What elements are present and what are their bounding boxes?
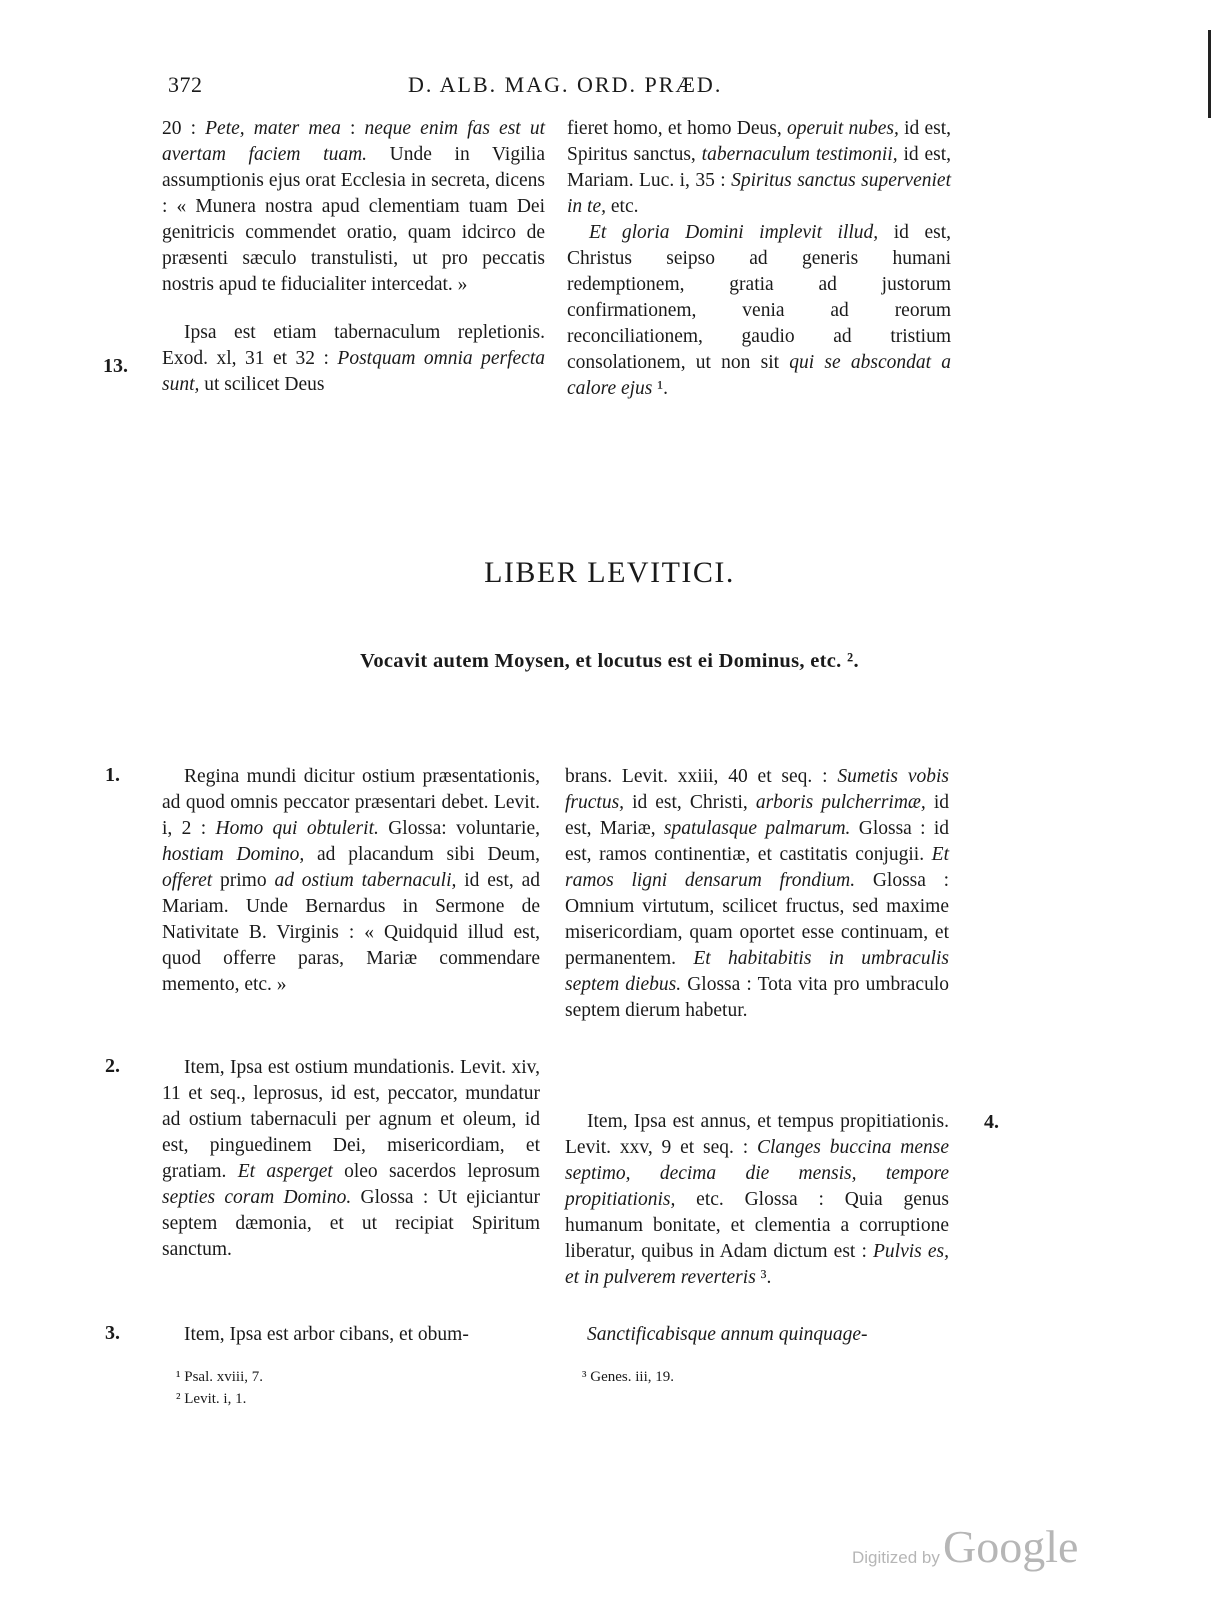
paragraph: Item, Ipsa est ostium mundationis. Levit. xiv, 11 et seq., leprosus, id est, peccator, mundatur ad ostium tabernaculi per agnum et oleum, id est, pinguedinem Dei, misericordiam, et gratiam. Et asperget oleo sacerdos leprosum septies coram Domino. Glossa : Ut ejiciantur septem dæmonia, et ut recipiat Spiritum sanctum. bbox=[162, 1057, 540, 1260]
footnote: ¹ Psal. xviii, 7. bbox=[176, 1369, 264, 1385]
page-header bbox=[168, 72, 968, 108]
paragraph: Ipsa est etiam tabernaculum repletionis. Exod. xl, 31 et 32 : Postquam omnia perfecta sunt, ut scilicet Deus bbox=[162, 322, 545, 395]
italic-run: Pete, mater mea bbox=[205, 118, 341, 139]
italic-run: offeret bbox=[162, 870, 213, 891]
top-left-column bbox=[162, 116, 545, 398]
paragraph: Item, Ipsa est annus, et tempus propitiationis. Levit. xxv, 9 et seq. : Clanges buccina mense septimo, decima die mensis, tempore propitiationis, etc. Glossa : Quia genus humanum bonitate, et clementia a corruptione liberatur, quibus in Adam dictum est : Pulvis es, et in pulverem reverteris ³. bbox=[565, 1111, 949, 1288]
italic-run: ad ostium tabernaculi, bbox=[274, 870, 457, 891]
italic-run: Postquam omnia perfecta sunt, bbox=[162, 348, 545, 395]
footnotes-right bbox=[582, 1366, 942, 1388]
google-logo: Google bbox=[943, 1521, 1079, 1572]
watermark-small: Digitized by bbox=[852, 1548, 940, 1567]
italic-run: Sumetis vobis fructus, bbox=[565, 766, 949, 813]
paragraph: 20 : Pete, mater mea : neque enim fas est ut avertam faciem tuam. Unde in Vigilia assumptionis ejus orat Ecclesia in secreta, dicens : « Munera nostra apud clementiam tuam Dei genitricis commendet oratio, quam idcirco de præsenti sæculo transtulisti, ut pro peccatis nostris apud te fiducialiter intercedat. » bbox=[162, 118, 545, 295]
running-title: D. ALB. MAG. ORD. PRÆD. bbox=[408, 72, 723, 97]
footnote: ² Levit. i, 1. bbox=[176, 1391, 247, 1407]
section-number: 2. bbox=[105, 1055, 120, 1077]
italic-run: qui se abscondat a calore ejus bbox=[567, 352, 951, 399]
page-edge-mark bbox=[1208, 30, 1211, 118]
italic-run: Sanctificabisque annum quinquage- bbox=[587, 1324, 868, 1345]
paragraph bbox=[565, 1322, 949, 1348]
italic-run: hostiam Domino, bbox=[162, 844, 305, 865]
italic-run: neque enim fas est ut avertam faciem tuam. bbox=[162, 118, 545, 165]
paragraph: Et gloria Domini implevit illud, id est, Christus seipso ad generis humani redemptionem, gratia ad justorum confirmationem, venia ad reorum reconciliationem, gaudio ad tristium consolationem, ut non sit qui se abscondat a calore ejus ¹. bbox=[567, 222, 951, 399]
italic-run: tabernaculum testimonii, bbox=[701, 144, 898, 165]
section-number: 1. bbox=[105, 764, 120, 786]
italic-run: arboris pulcherrimæ, bbox=[755, 792, 926, 813]
italic-run: Et gloria Domini implevit illud, bbox=[589, 222, 879, 243]
italic-run: spatulasque palmarum. bbox=[663, 818, 851, 839]
italic-run: Et ramos ligni densarum frondium. bbox=[565, 844, 949, 891]
digitized-by-google-watermark bbox=[848, 1521, 1088, 1576]
italic-run: Et habitabitis in umbraculis septem diebus. bbox=[565, 948, 949, 995]
italic-run: Pulvis es, et in pulverem reverteris bbox=[565, 1241, 949, 1288]
top-right-column bbox=[567, 116, 951, 402]
italic-run: Et asperget bbox=[237, 1161, 333, 1182]
italic-run: Clanges buccina mense septimo, decima die mensis, tempore propitiationis, bbox=[565, 1137, 949, 1210]
bottom-left-column bbox=[162, 764, 540, 1345]
italic-run: Spiritus sanctus superveniet in te, bbox=[567, 170, 951, 217]
section-number: 3. bbox=[105, 1322, 120, 1344]
book-title: LIBER LEVITICI. bbox=[484, 556, 735, 589]
section-number: 13. bbox=[103, 355, 128, 377]
footnote: ³ Genes. iii, 19. bbox=[582, 1369, 674, 1385]
book-subtitle: Vocavit autem Moysen, et locutus est ei Dominus, etc. ². bbox=[360, 650, 859, 672]
paragraph: Item, Ipsa est arbor cibans, et obum- bbox=[184, 1324, 469, 1345]
italic-run: operuit nubes, bbox=[786, 118, 899, 139]
italic-run: Homo qui obtulerit. bbox=[215, 818, 379, 839]
paragraph: fieret homo, et homo Deus, operuit nubes, id est, Spiritus sanctus, tabernaculum testimonii, id est, Mariam. Luc. i, 35 : Spiritus sanctus superveniet in te, etc. bbox=[567, 118, 951, 217]
bottom-right-column bbox=[565, 764, 950, 1345]
paragraph: Regina mundi dicitur ostium præsentationis, ad quod omnis peccator præsentari debet. Levit. i, 2 : Homo qui obtulerit. Glossa: voluntarie, hostiam Domino, ad placandum sibi Deum, offeret primo ad ostium tabernaculi, id est, ad Mariam. Unde Bernardus in Sermone de Nativitate B. Virginis : « Quidquid illud est, quod offerre paras, Mariæ commendare memento, etc. » bbox=[162, 766, 540, 995]
section-number: 4. bbox=[984, 1111, 999, 1133]
paragraph: brans. Levit. xxiii, 40 et seq. : Sumetis vobis fructus, id est, Christi, arboris pulcherrimæ, id est, Mariæ, spatulasque palmarum. Glossa : id est, ramos continentiæ, et castitatis conjugii. Et ramos ligni densarum frondium. Glossa : Omnium virtutum, scilicet fructus, sed maxime misericordiam, quam oportet esse continuam, et permanentem. Et habitabitis in umbraculis septem diebus. Glossa : Tota vita pro umbraculo septem dierum habetur. bbox=[565, 766, 950, 1021]
italic-run: septies coram Domino. bbox=[162, 1187, 352, 1208]
footnotes-left bbox=[176, 1366, 536, 1410]
page-number: 372 bbox=[168, 72, 203, 97]
